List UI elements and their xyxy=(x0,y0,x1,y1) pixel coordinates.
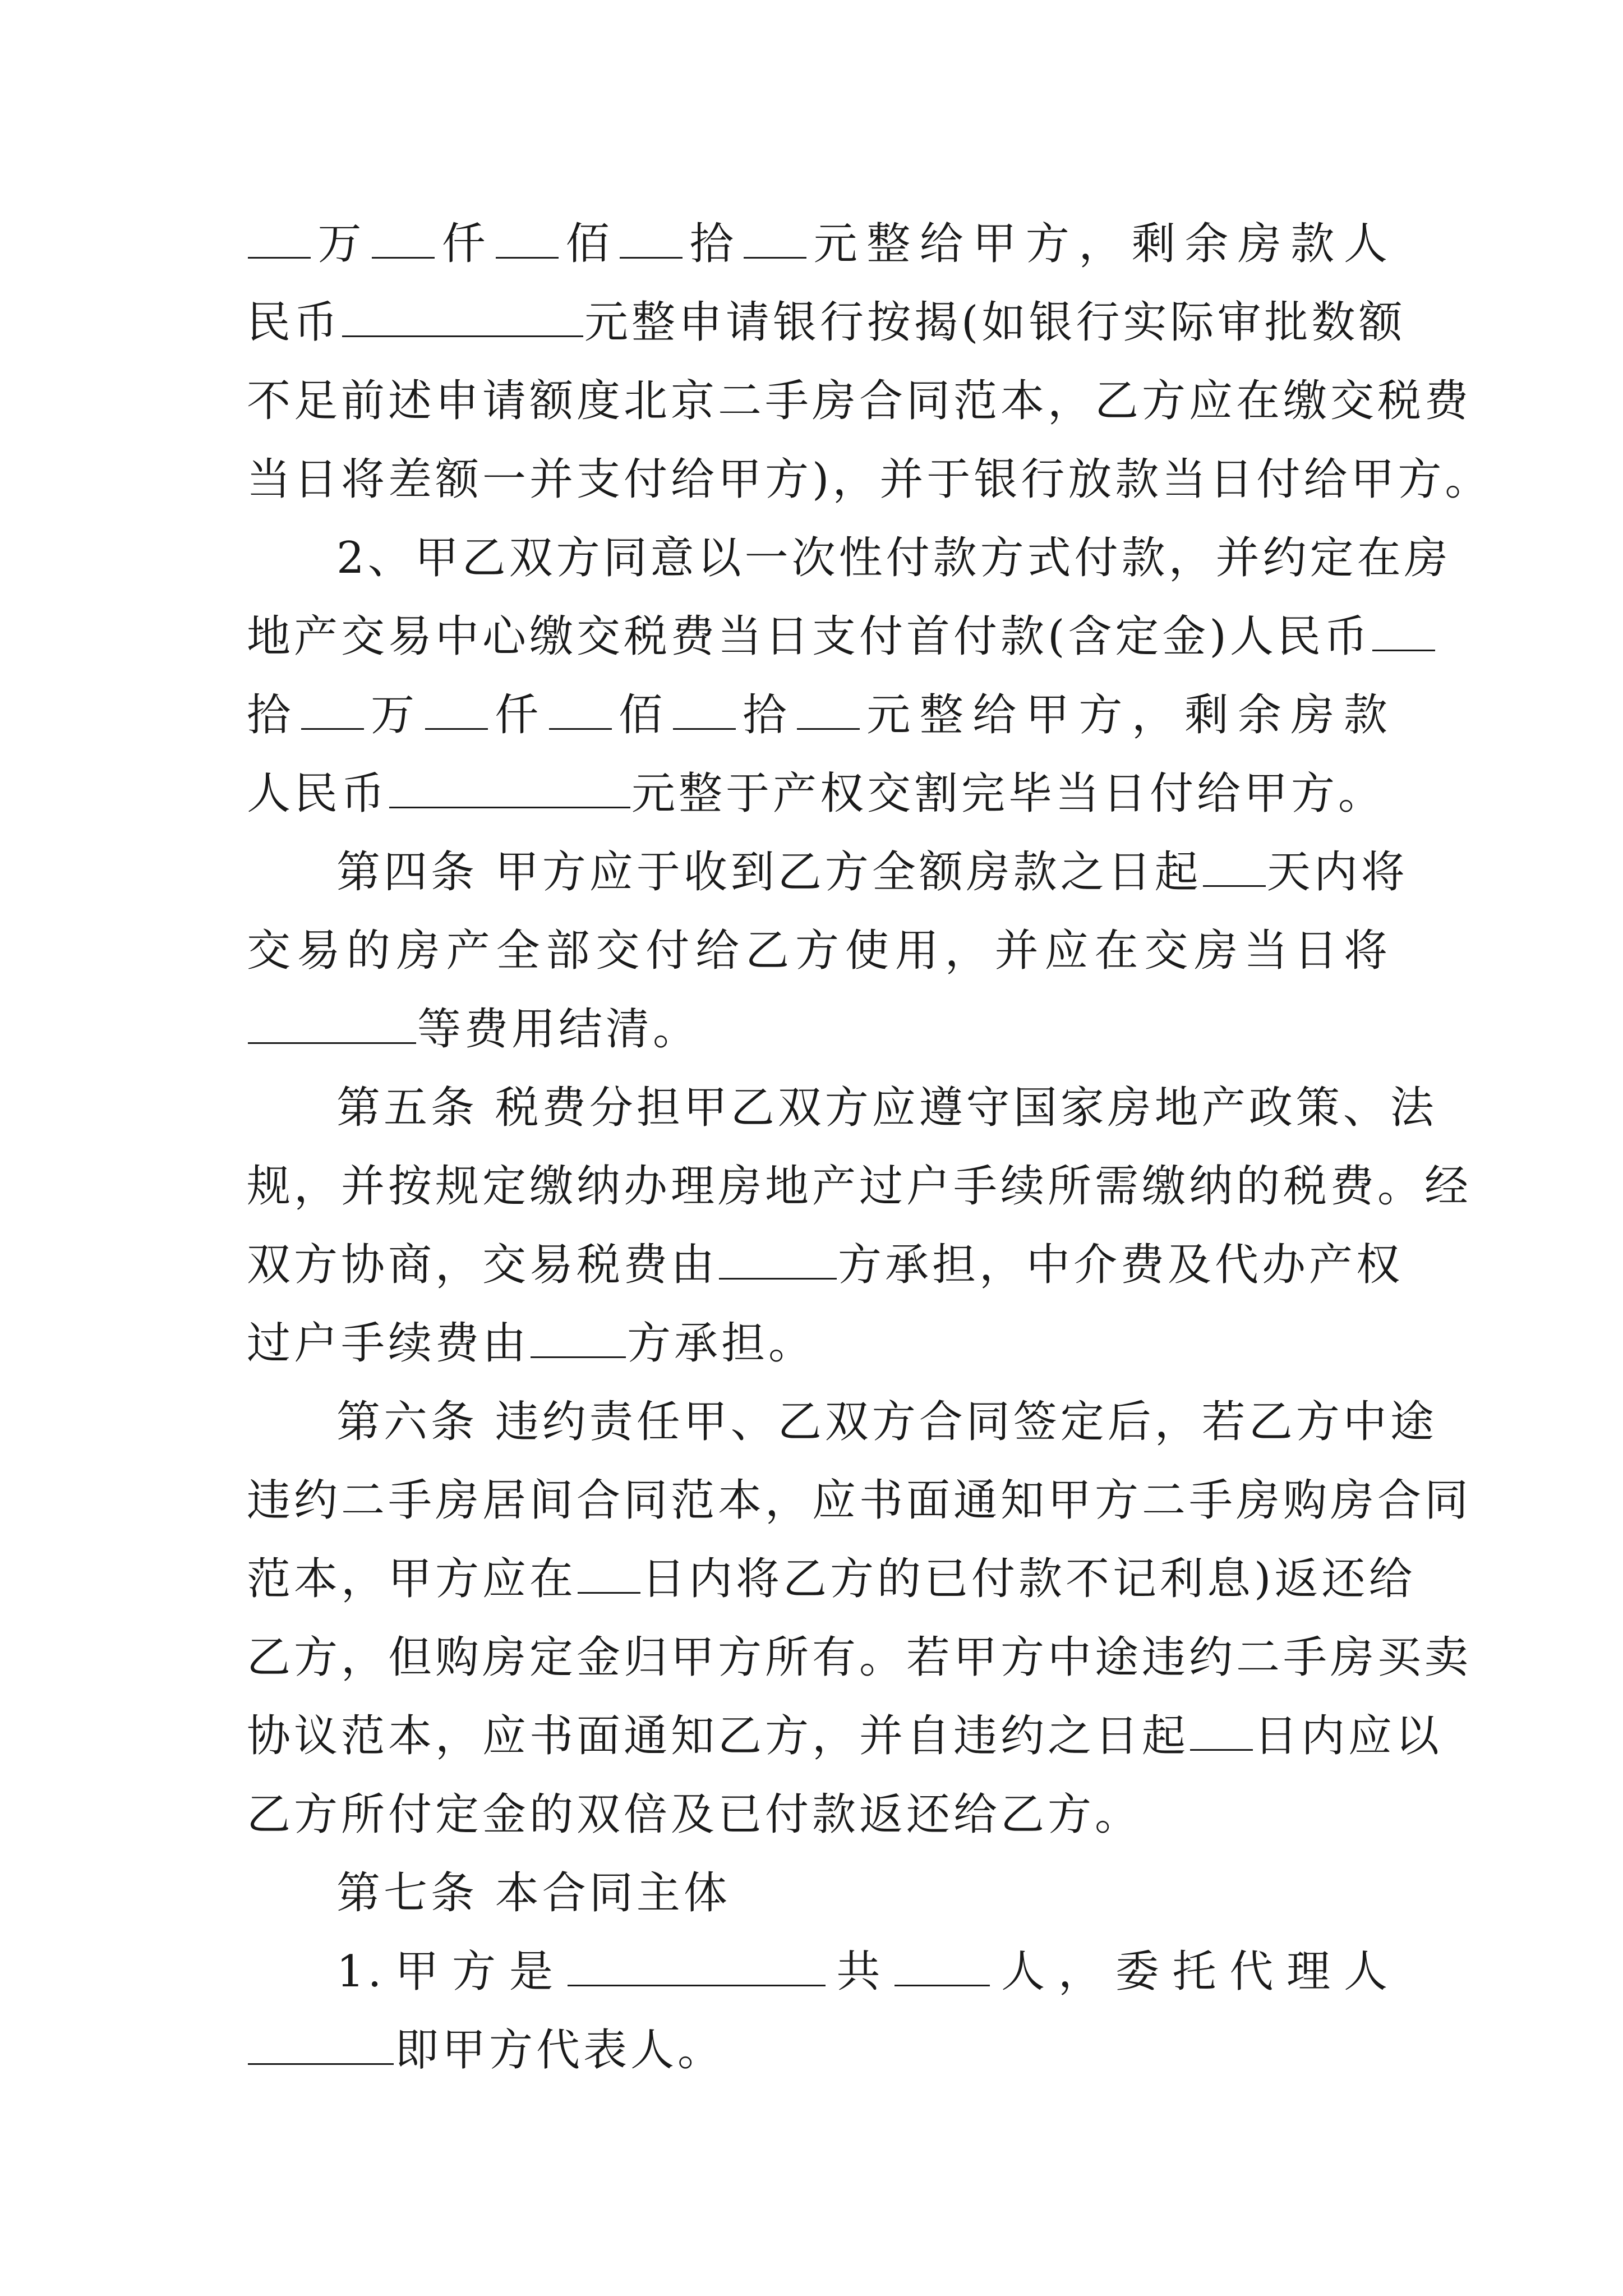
text-segment: 仟 xyxy=(436,219,495,269)
blank-field[interactable] xyxy=(372,218,435,259)
text-line xyxy=(247,676,1391,754)
text-line xyxy=(247,1697,1443,1775)
text-segment: 方承担。 xyxy=(627,1318,816,1369)
text-line: 违约二手房居间合同范本，应书面通知甲方二手房购房合同 xyxy=(247,1475,1472,1526)
blank-field[interactable] xyxy=(248,218,311,259)
text-segment: 元整给甲方，剩余房款 xyxy=(860,690,1391,740)
text-segment: 范本，甲方应在 xyxy=(247,1554,577,1604)
blank-field[interactable] xyxy=(496,218,559,259)
blank-field[interactable] xyxy=(578,1553,640,1594)
text-line xyxy=(247,283,1406,362)
text-segment: 即甲方代表人。 xyxy=(395,2025,725,2076)
blank-field[interactable] xyxy=(1190,1710,1253,1751)
text-line xyxy=(247,597,1391,676)
text-segment: 等费用结清。 xyxy=(417,1004,700,1055)
blank-field[interactable] xyxy=(549,689,612,730)
text-line: 交易的房产全部交付给乙方使用，并应在交房当日将 xyxy=(247,926,1391,976)
text-line xyxy=(247,990,1391,1069)
text-line: 第六条 违约责任甲、乙双方合同签定后，若乙方中途 xyxy=(336,1397,1437,1447)
text-segment: 第四条 甲方应于收到乙方全额房款之日起 xyxy=(336,847,1202,898)
text-segment: 万 xyxy=(312,219,371,269)
text-segment: 人民币 xyxy=(247,769,389,819)
text-segment: 日内应以 xyxy=(1254,1711,1443,1761)
blank-field[interactable] xyxy=(1372,610,1435,651)
text-segment: 万 xyxy=(365,690,424,740)
blank-field[interactable] xyxy=(248,1003,416,1044)
text-segment: 佰 xyxy=(612,690,672,740)
blank-field[interactable] xyxy=(1203,846,1266,887)
text-segment: 地产交易中心缴交税费当日支付首付款(含定金)人民币 xyxy=(247,611,1371,662)
blank-field[interactable] xyxy=(531,1317,626,1358)
text-segment: 协议范本，应书面通知乙方，并自违约之日起 xyxy=(247,1711,1189,1761)
text-segment: 日内将乙方的已付款不记利息)返还给 xyxy=(642,1554,1416,1604)
text-segment: 佰 xyxy=(560,219,619,269)
text-segment: 拾 xyxy=(736,690,796,740)
blank-field[interactable] xyxy=(620,218,683,259)
text-segment: 民币 xyxy=(247,297,342,348)
text-segment: 方承担，中介费及代办产权 xyxy=(838,1240,1404,1290)
blank-field[interactable] xyxy=(797,689,860,730)
text-segment: 拾 xyxy=(247,690,300,740)
text-line: 2、甲乙双方同意以一次性付款方式付款，并约定在房 xyxy=(336,533,1451,583)
text-segment: 双方协商，交易税费由 xyxy=(247,1240,718,1290)
text-segment: 过户手续费由 xyxy=(247,1318,530,1369)
text-segment: 共 xyxy=(826,1947,894,1997)
text-segment: 元整申请银行按揭(如银行实际审批数额 xyxy=(584,297,1406,348)
text-line: 当日将差额一并支付给甲方)，并于银行放款当日付给甲方。 xyxy=(247,454,1492,505)
text-line xyxy=(336,833,1408,912)
text-segment: 1.甲方是 xyxy=(336,1947,566,1997)
blank-field[interactable] xyxy=(719,1239,837,1280)
text-line xyxy=(247,1226,1404,1304)
text-line xyxy=(247,754,1391,833)
blank-field[interactable] xyxy=(425,689,488,730)
blank-field[interactable] xyxy=(301,689,364,730)
text-segment: 天内将 xyxy=(1266,847,1408,898)
text-line xyxy=(247,205,1391,283)
text-line: 不足前述申请额度北京二手房合同范本，乙方应在缴交税费 xyxy=(247,376,1472,426)
blank-field[interactable] xyxy=(342,296,583,337)
text-segment: 仟 xyxy=(488,690,548,740)
blank-field[interactable] xyxy=(895,1945,990,1986)
text-segment: 人，委托代理人 xyxy=(991,1947,1391,1997)
blank-field[interactable] xyxy=(389,767,630,808)
text-line: 规，并按规定缴纳办理房地产过户手续所需缴纳的税费。经 xyxy=(247,1161,1472,1212)
text-line: 乙方，但购房定金归甲方所有。若甲方中途违约二手房买卖 xyxy=(247,1632,1472,1683)
text-line: 第五条 税费分担甲乙双方应遵守国家房地产政策、法 xyxy=(336,1083,1437,1133)
blank-field[interactable] xyxy=(248,2024,394,2065)
text-line: 乙方所付定金的双倍及已付款返还给乙方。 xyxy=(247,1789,1142,1840)
blank-field[interactable] xyxy=(673,689,736,730)
text-line xyxy=(247,1304,1391,1383)
text-line: 第七条 本合同主体 xyxy=(336,1868,731,1918)
text-segment: 元整给甲方，剩余房款人 xyxy=(808,219,1391,269)
text-line xyxy=(336,1932,1391,2011)
blank-field[interactable] xyxy=(568,1945,826,1986)
text-segment: 拾 xyxy=(684,219,743,269)
text-segment: 元整于产权交割完毕当日付给甲方。 xyxy=(631,769,1386,819)
blank-field[interactable] xyxy=(744,218,806,259)
text-line xyxy=(247,2011,1391,2090)
text-line xyxy=(247,1540,1416,1618)
